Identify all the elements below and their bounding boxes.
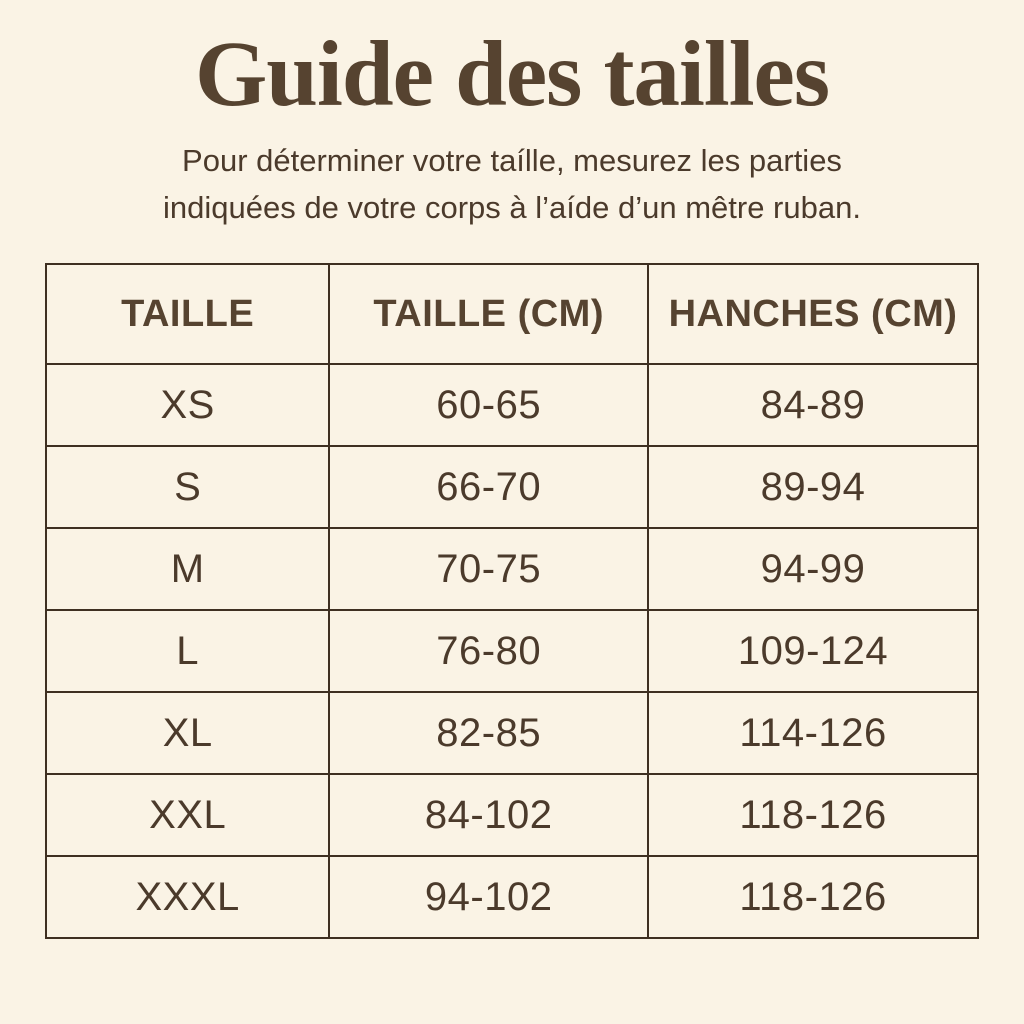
waist-range: 66-70 — [329, 446, 648, 528]
subtitle-line-1: Pour déterminer votre taílle, mesurez les parties — [182, 143, 842, 179]
waist-range: 84-102 — [329, 774, 648, 856]
page-title: Guide des tailles — [194, 23, 830, 126]
column-header-taille-cm: TAILLE (CM) — [329, 264, 648, 364]
size-label: XS — [46, 364, 329, 446]
waist-range: 70-75 — [329, 528, 648, 610]
subtitle-line-2: indiquées de votre corps à l’aíde d’un mêtre ruban. — [163, 189, 861, 225]
size-guide-table — [45, 263, 979, 939]
waist-range: 82-85 — [329, 692, 648, 774]
table-body — [46, 364, 978, 938]
table-row-xxl — [46, 774, 978, 856]
size-label: M — [46, 528, 329, 610]
table-row-m — [46, 528, 978, 610]
page-subtitle — [52, 138, 972, 231]
table-row-xl — [46, 692, 978, 774]
hips-range: 84-89 — [648, 364, 978, 446]
table-row-s — [46, 446, 978, 528]
waist-range: 94-102 — [329, 856, 648, 938]
hips-range: 114-126 — [648, 692, 978, 774]
waist-range: 76-80 — [329, 610, 648, 692]
table-header — [46, 264, 978, 364]
hips-range: 89-94 — [648, 446, 978, 528]
size-label: XL — [46, 692, 329, 774]
hips-range: 118-126 — [648, 774, 978, 856]
size-label: S — [46, 446, 329, 528]
size-label: XXXL — [46, 856, 329, 938]
hips-range: 109-124 — [648, 610, 978, 692]
hips-range: 118-126 — [648, 856, 978, 938]
size-label: L — [46, 610, 329, 692]
table-row-l — [46, 610, 978, 692]
column-header-hanches-cm: HANCHES (CM) — [648, 264, 978, 364]
column-header-taille: TAILLE — [46, 264, 329, 364]
hips-range: 94-99 — [648, 528, 978, 610]
header-row — [46, 264, 978, 364]
table-row-xxxl — [46, 856, 978, 938]
size-label: XXL — [46, 774, 329, 856]
table-row-xs — [46, 364, 978, 446]
waist-range: 60-65 — [329, 364, 648, 446]
